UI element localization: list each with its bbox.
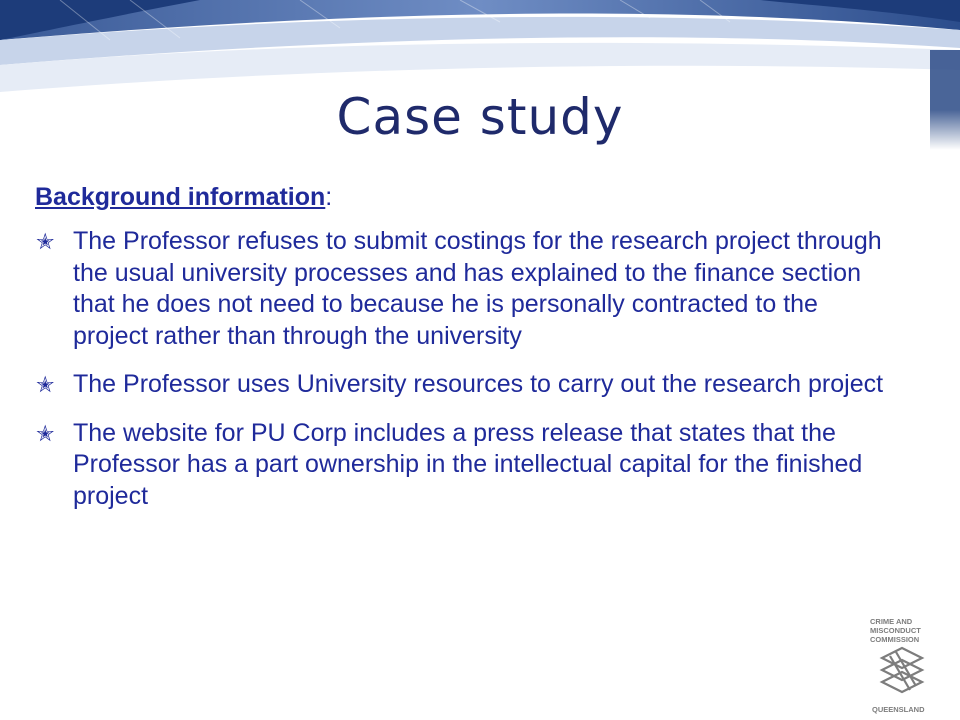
- star-bullet-icon: ✭: [36, 372, 55, 397]
- list-item: [35, 369, 895, 401]
- star-bullet-icon: ✭: [36, 229, 55, 254]
- section-heading: [35, 183, 895, 212]
- section-heading-suffix: :: [325, 183, 333, 211]
- list-item: [35, 226, 895, 352]
- logo-text-line4: QUEENSLAND: [872, 705, 925, 714]
- star-bullet-icon: ✭: [36, 420, 55, 446]
- logo-mark: [882, 648, 922, 692]
- slide-body: [35, 183, 895, 529]
- logo-text-line3: COMMISSION: [870, 635, 920, 644]
- cmc-logo: [866, 608, 946, 718]
- bullet-list: [35, 226, 895, 512]
- section-heading-text: Background information: [35, 183, 326, 211]
- bullet-text: The website for PU Corp includes a press release that states that the Professor has a part ownership in the intellectual capital for the finished project: [73, 418, 863, 510]
- bullet-text: The Professor refuses to submit costings for the research project through the usual university processes and has explained to the finance section that he does not need to because he is personally contracted to the project rather than through the university: [73, 227, 882, 350]
- slide-title: Case study: [336, 88, 624, 146]
- logo-text-line2: MISCONDUCT: [870, 626, 921, 635]
- logo-text-line1: CRIME AND: [870, 617, 913, 626]
- list-item: [35, 418, 895, 513]
- bullet-text: The Professor uses University resources to carry out the research project: [73, 370, 884, 398]
